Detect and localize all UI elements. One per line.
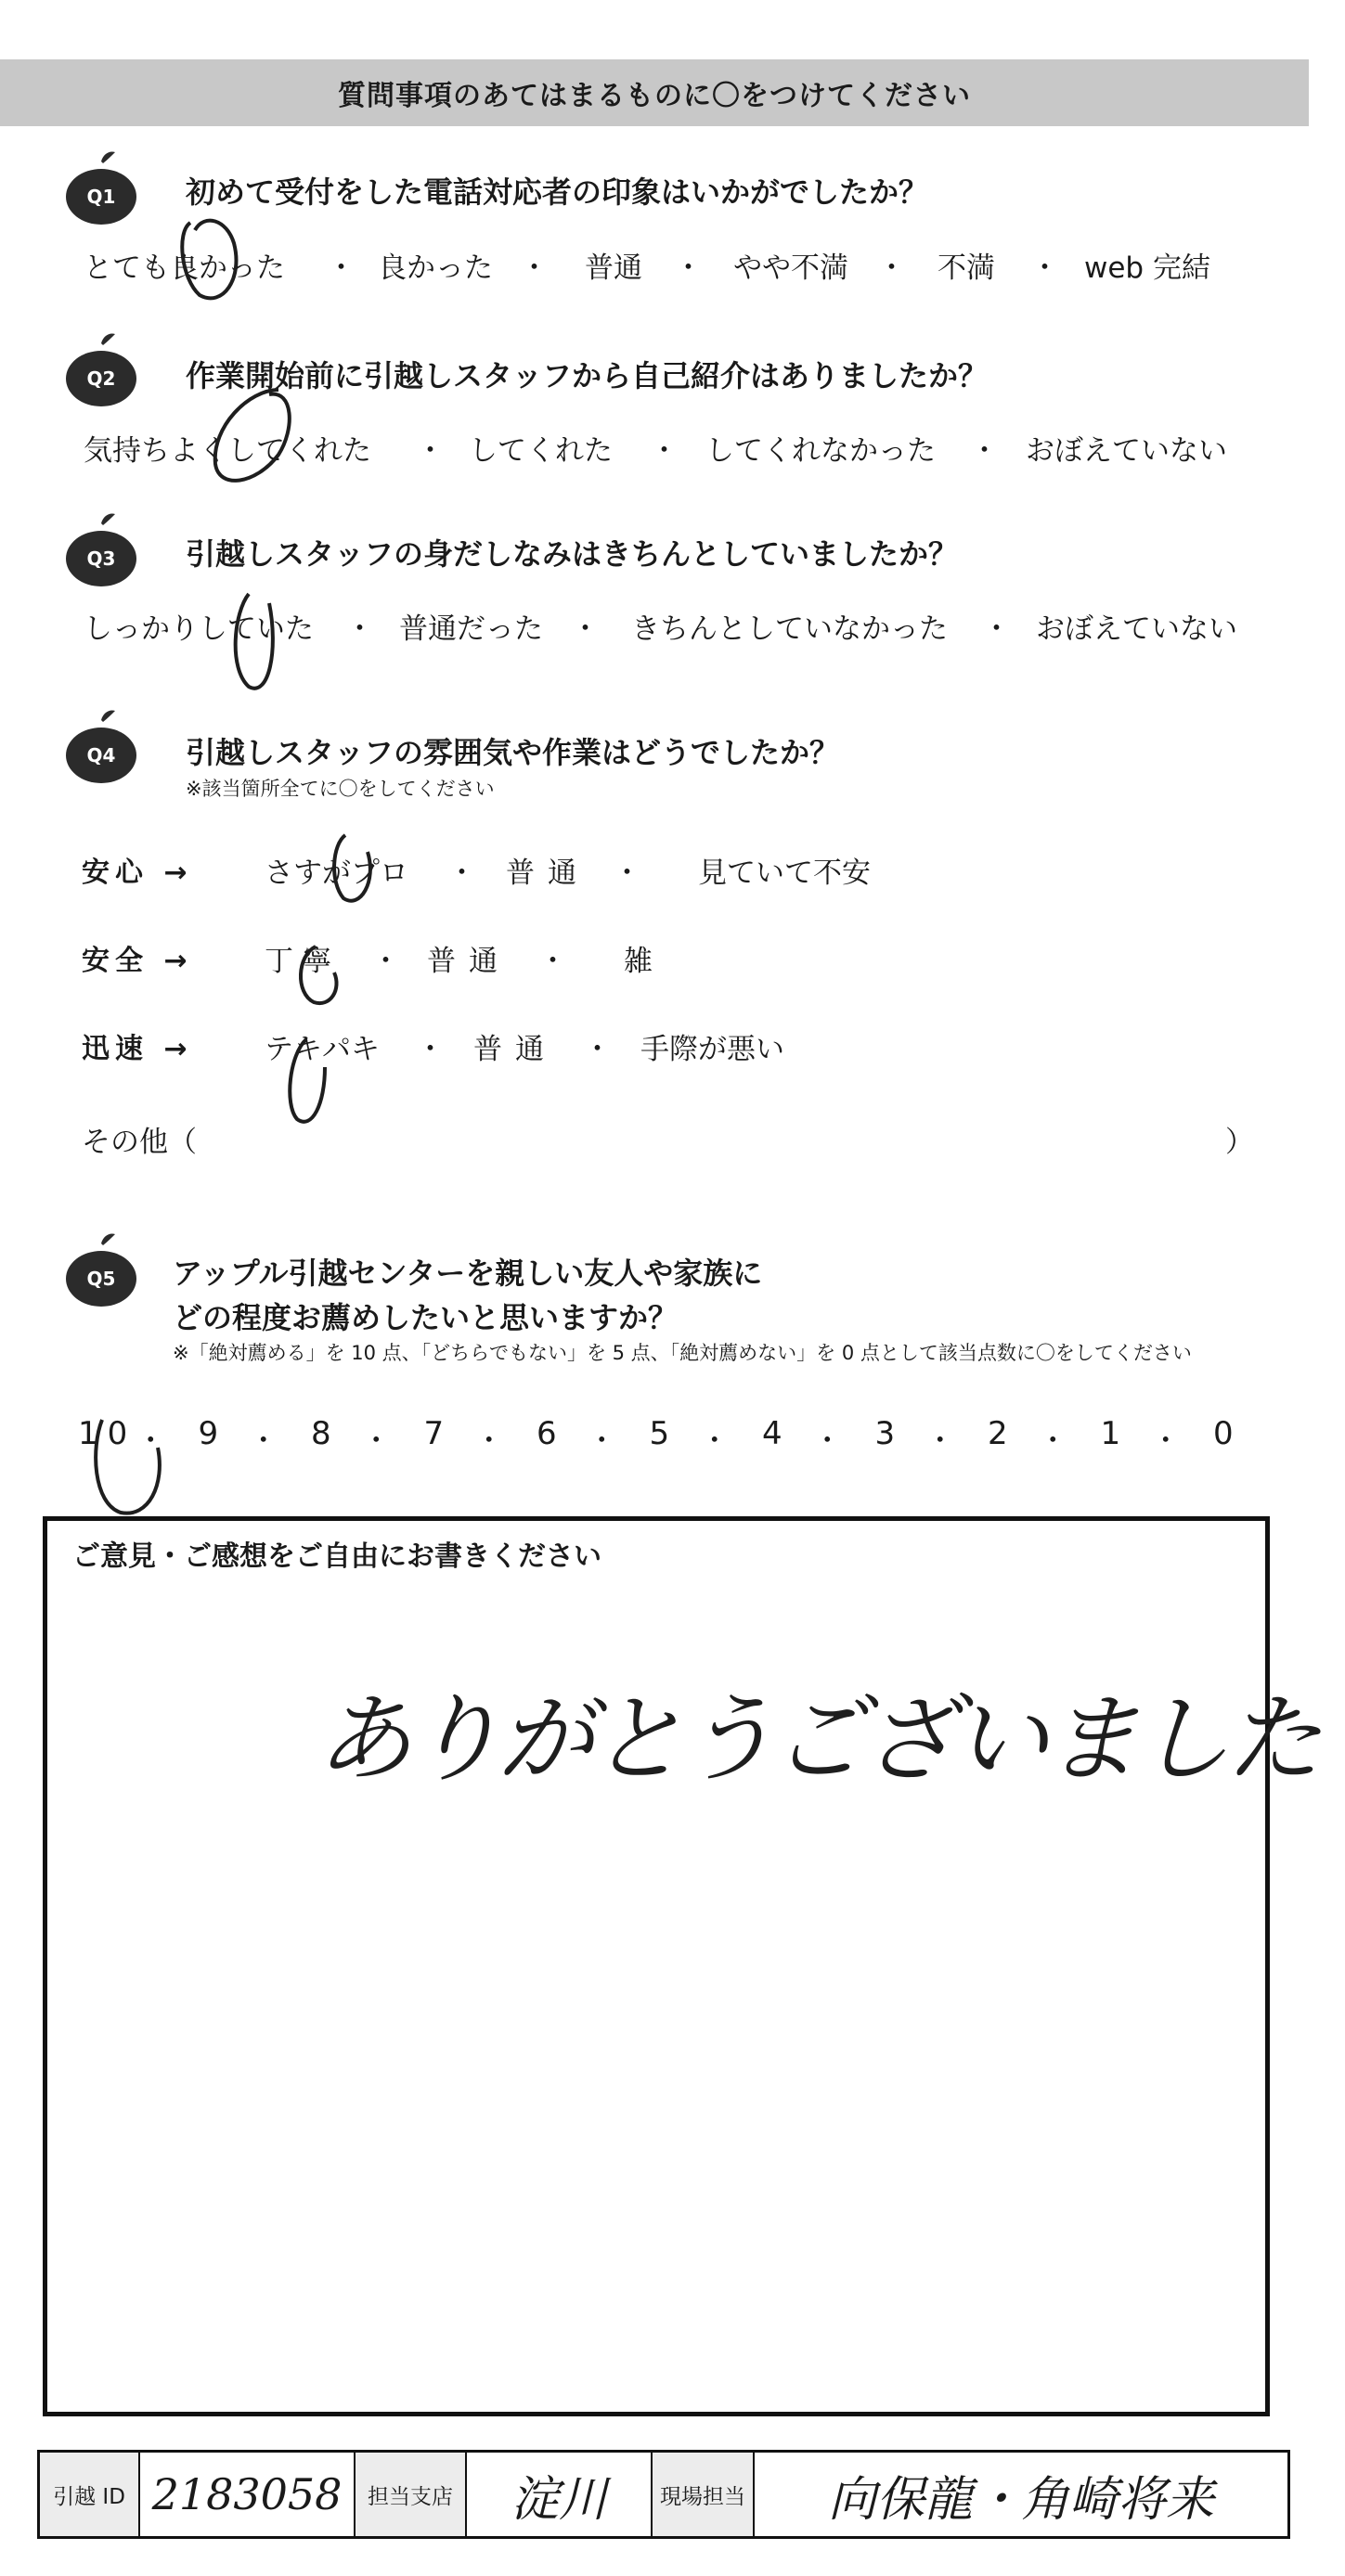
separator: ・ bbox=[327, 251, 356, 285]
separator: ・ bbox=[583, 1033, 612, 1066]
q1-option-5[interactable]: 不満 bbox=[938, 251, 995, 285]
separator: ・ bbox=[474, 1424, 504, 1458]
handwritten-comment: ありがとうございました bbox=[316, 1682, 1317, 1796]
q5-badge-label: Q5 bbox=[86, 1268, 116, 1290]
q4-title: 引越しスタッフの雰囲気や作業はどうでしたか？ bbox=[186, 735, 840, 770]
separator: ・ bbox=[982, 612, 1011, 646]
q2-option-4[interactable]: おぼえていない bbox=[1026, 434, 1227, 468]
separator: ・ bbox=[650, 434, 679, 468]
footer-id-label: 引越 ID bbox=[40, 2453, 140, 2536]
separator: ・ bbox=[249, 1424, 278, 1458]
separator: ・ bbox=[877, 251, 906, 285]
q2-title: 作業開始前に引越しスタッフから自己紹介はありましたか？ bbox=[186, 358, 989, 393]
separator: ・ bbox=[416, 1033, 445, 1066]
footer-branch-label: 担当支店 bbox=[356, 2453, 467, 2536]
separator: ・ bbox=[970, 434, 999, 468]
q1-option-3[interactable]: 普通 bbox=[585, 251, 642, 285]
q5-score-3[interactable]: 3 bbox=[874, 1415, 896, 1452]
footer-staff-value: 向保龍・角崎将来 bbox=[827, 2471, 1214, 2528]
q4-other-label: その他（ bbox=[82, 1126, 197, 1159]
separator: ・ bbox=[416, 434, 445, 468]
separator: ・ bbox=[925, 1424, 955, 1458]
q4-note: ※該当箇所全てに〇をしてください bbox=[186, 778, 495, 800]
comment-title: ご意見・ご感想をご自由にお書きください bbox=[72, 1540, 601, 1573]
footer-staff-label: 現場担当 bbox=[653, 2453, 755, 2536]
q5-score-0[interactable]: 0 bbox=[1213, 1415, 1234, 1452]
separator: ・ bbox=[447, 857, 476, 890]
q4-row-label-jinsoku: 迅速 → bbox=[82, 1033, 193, 1065]
q4-jinsoku-option-2[interactable]: 普通 bbox=[473, 1033, 557, 1066]
q4-anzen-option-1[interactable]: 丁寧 bbox=[265, 945, 341, 978]
separator: ・ bbox=[136, 1424, 165, 1458]
footer-table bbox=[37, 2450, 1290, 2539]
separator: ・ bbox=[520, 251, 549, 285]
separator: ・ bbox=[345, 612, 374, 646]
q4-row-label-anshin: 安心 → bbox=[82, 857, 193, 889]
q1-option-1[interactable]: とても良かった bbox=[84, 251, 285, 285]
q5-score-1[interactable]: 1 bbox=[1100, 1415, 1121, 1452]
q2-badge-label: Q2 bbox=[86, 367, 116, 390]
q4-badge-label: Q4 bbox=[86, 744, 116, 766]
q3-option-1[interactable]: しっかりしていた bbox=[84, 612, 314, 646]
q5-title-line2: どの程度お薦めしたいと思いますか？ bbox=[173, 1300, 679, 1335]
separator: ・ bbox=[538, 945, 567, 978]
q2-option-1[interactable]: 気持ちよくしてくれた bbox=[84, 434, 371, 468]
q3-option-2[interactable]: 普通だった bbox=[399, 612, 543, 646]
q5-note: ※「絶対薦める」を 10 点、「どちらでもない」を 5 点、「絶対薦めない」を 0 点として該当点数に〇をしてください bbox=[173, 1342, 1192, 1364]
q5-title-line1: アップル引越センターを親しい友人や家族に bbox=[173, 1256, 763, 1291]
q5-score-4[interactable]: 4 bbox=[762, 1415, 782, 1452]
q5-score-9[interactable]: 9 bbox=[198, 1415, 219, 1452]
q4-anzen-option-2[interactable]: 普通 bbox=[427, 945, 511, 978]
q1-title: 初めて受付をした電話対応者の印象はいかがでしたか？ bbox=[186, 174, 929, 210]
separator: ・ bbox=[1038, 1424, 1067, 1458]
q3-title: 引越しスタッフの身だしなみはきちんとしていましたか？ bbox=[186, 536, 959, 572]
q3-option-4[interactable]: おぼえていない bbox=[1036, 612, 1237, 646]
separator: ・ bbox=[371, 945, 400, 978]
comment-box[interactable] bbox=[43, 1516, 1270, 2416]
separator: ・ bbox=[674, 251, 703, 285]
q4-anshin-option-1[interactable]: さすがプロ bbox=[265, 857, 408, 890]
q5-score-2[interactable]: 2 bbox=[988, 1415, 1008, 1452]
q4-anshin-option-3[interactable]: 見ていて不安 bbox=[698, 857, 871, 890]
q3-badge-label: Q3 bbox=[86, 547, 116, 570]
q5-score-8[interactable]: 8 bbox=[311, 1415, 331, 1452]
separator: ・ bbox=[571, 612, 600, 646]
q1-option-2[interactable]: 良かった bbox=[378, 251, 493, 285]
separator: ・ bbox=[1151, 1424, 1181, 1458]
q4-anzen-option-3[interactable]: 雑 bbox=[624, 945, 653, 978]
q1-option-4[interactable]: やや不満 bbox=[733, 251, 848, 285]
footer-id-value: 2183058 bbox=[140, 2453, 356, 2536]
q2-option-3[interactable]: してくれなかった bbox=[705, 434, 936, 468]
q4-anshin-option-2[interactable]: 普通 bbox=[506, 857, 589, 890]
instruction-header: 質問事項のあてはまるものに〇をつけてください bbox=[0, 59, 1309, 126]
separator: ・ bbox=[587, 1424, 616, 1458]
separator: ・ bbox=[613, 857, 641, 890]
separator: ・ bbox=[1030, 251, 1059, 285]
separator: ・ bbox=[812, 1424, 842, 1458]
q4-other-close: ） bbox=[1225, 1126, 1254, 1159]
q5-score-5[interactable]: 5 bbox=[649, 1415, 670, 1452]
q5-score-7[interactable]: 7 bbox=[423, 1415, 445, 1452]
q4-jinsoku-option-3[interactable]: 手際が悪い bbox=[640, 1033, 784, 1066]
separator: ・ bbox=[361, 1424, 391, 1458]
q1-option-6[interactable]: web 完結 bbox=[1084, 251, 1210, 285]
q2-option-2[interactable]: してくれた bbox=[469, 434, 613, 468]
q4-row-label-anzen: 安全 → bbox=[82, 945, 193, 977]
q4-jinsoku-option-1[interactable]: テキパキ bbox=[265, 1033, 380, 1066]
q3-option-3[interactable]: きちんとしていなかった bbox=[631, 612, 948, 646]
q5-score-6[interactable]: 6 bbox=[537, 1415, 557, 1452]
q5-score-10[interactable]: 10 bbox=[78, 1415, 137, 1452]
footer-branch-value: 淀川 bbox=[467, 2453, 653, 2536]
q1-badge-label: Q1 bbox=[86, 186, 116, 208]
separator: ・ bbox=[700, 1424, 730, 1458]
